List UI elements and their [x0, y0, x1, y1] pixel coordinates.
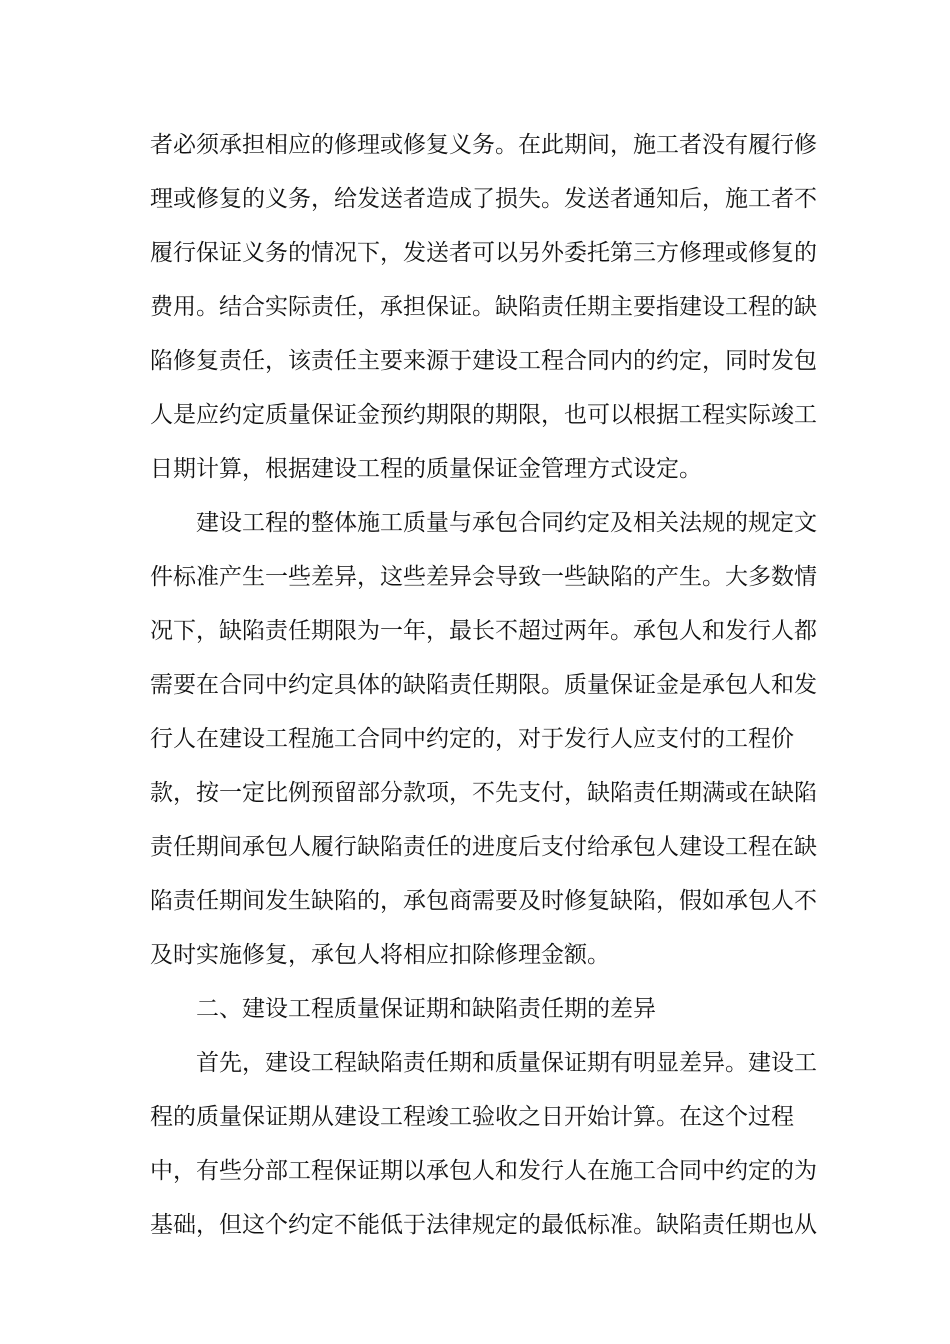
paragraph-3: [150, 1036, 817, 1252]
text-line: 程的质量保证期从建设工程竣工验收之日开始计算。在这个过程: [150, 1104, 794, 1130]
text-line: 责任期间承包人履行缺陷责任的进度后支付给承包人建设工程在缺: [150, 834, 817, 860]
text-line: 理或修复的义务，给发送者造成了损失。发送者通知后，施工者不: [150, 186, 817, 212]
text-line: 日期计算，根据建设工程的质量保证金管理方式设定。: [150, 456, 702, 482]
text-line: 基础，但这个约定不能低于法律规定的最低标准。缺陷责任期也从: [150, 1212, 817, 1238]
text-line: 陷责任期间发生缺陷的，承包商需要及时修复缺陷，假如承包人不: [150, 888, 817, 914]
text-line: 需要在合同中约定具体的缺陷责任期限。质量保证金是承包人和发: [150, 672, 817, 698]
text-line: 履行保证义务的情况下，发送者可以另外委托第三方修理或修复的: [150, 240, 817, 266]
text-line: 中，有些分部工程保证期以承包人和发行人在施工合同中约定的为: [150, 1158, 817, 1184]
text-line: 及时实施修复，承包人将相应扣除修理金额。: [150, 942, 610, 968]
text-line: 建设工程的整体施工质量与承包合同约定及相关法规的规定文: [196, 510, 817, 536]
text-line: 件标准产生一些差异，这些差异会导致一些缺陷的产生。大多数情: [150, 564, 817, 590]
text-line: 人是应约定质量保证金预约期限的期限，也可以根据工程实际竣工: [150, 402, 817, 428]
text-line: 首先，建设工程缺陷责任期和质量保证期有明显差异。建设工: [196, 1050, 817, 1076]
text-line: 况下，缺陷责任期限为一年，最长不超过两年。承包人和发行人都: [150, 618, 817, 644]
text-line: 款，按一定比例预留部分款项，不先支付，缺陷责任期满或在缺陷: [150, 780, 817, 806]
text-line: 费用。结合实际责任，承担保证。缺陷责任期主要指建设工程的缺: [150, 294, 817, 320]
document-body: [150, 118, 817, 1252]
paragraph-1: [150, 118, 817, 496]
heading-text: 二、建设工程质量保证期和缺陷责任期的差异: [196, 996, 656, 1022]
text-line: 陷修复责任，该责任主要来源于建设工程合同内的约定，同时发包: [150, 348, 817, 374]
text-line: 者必须承担相应的修理或修复义务。在此期间，施工者没有履行修: [150, 132, 817, 158]
text-line: 行人在建设工程施工合同中约定的，对于发行人应支付的工程价: [150, 726, 794, 752]
paragraph-2: [150, 496, 817, 982]
section-heading: [150, 982, 800, 1036]
